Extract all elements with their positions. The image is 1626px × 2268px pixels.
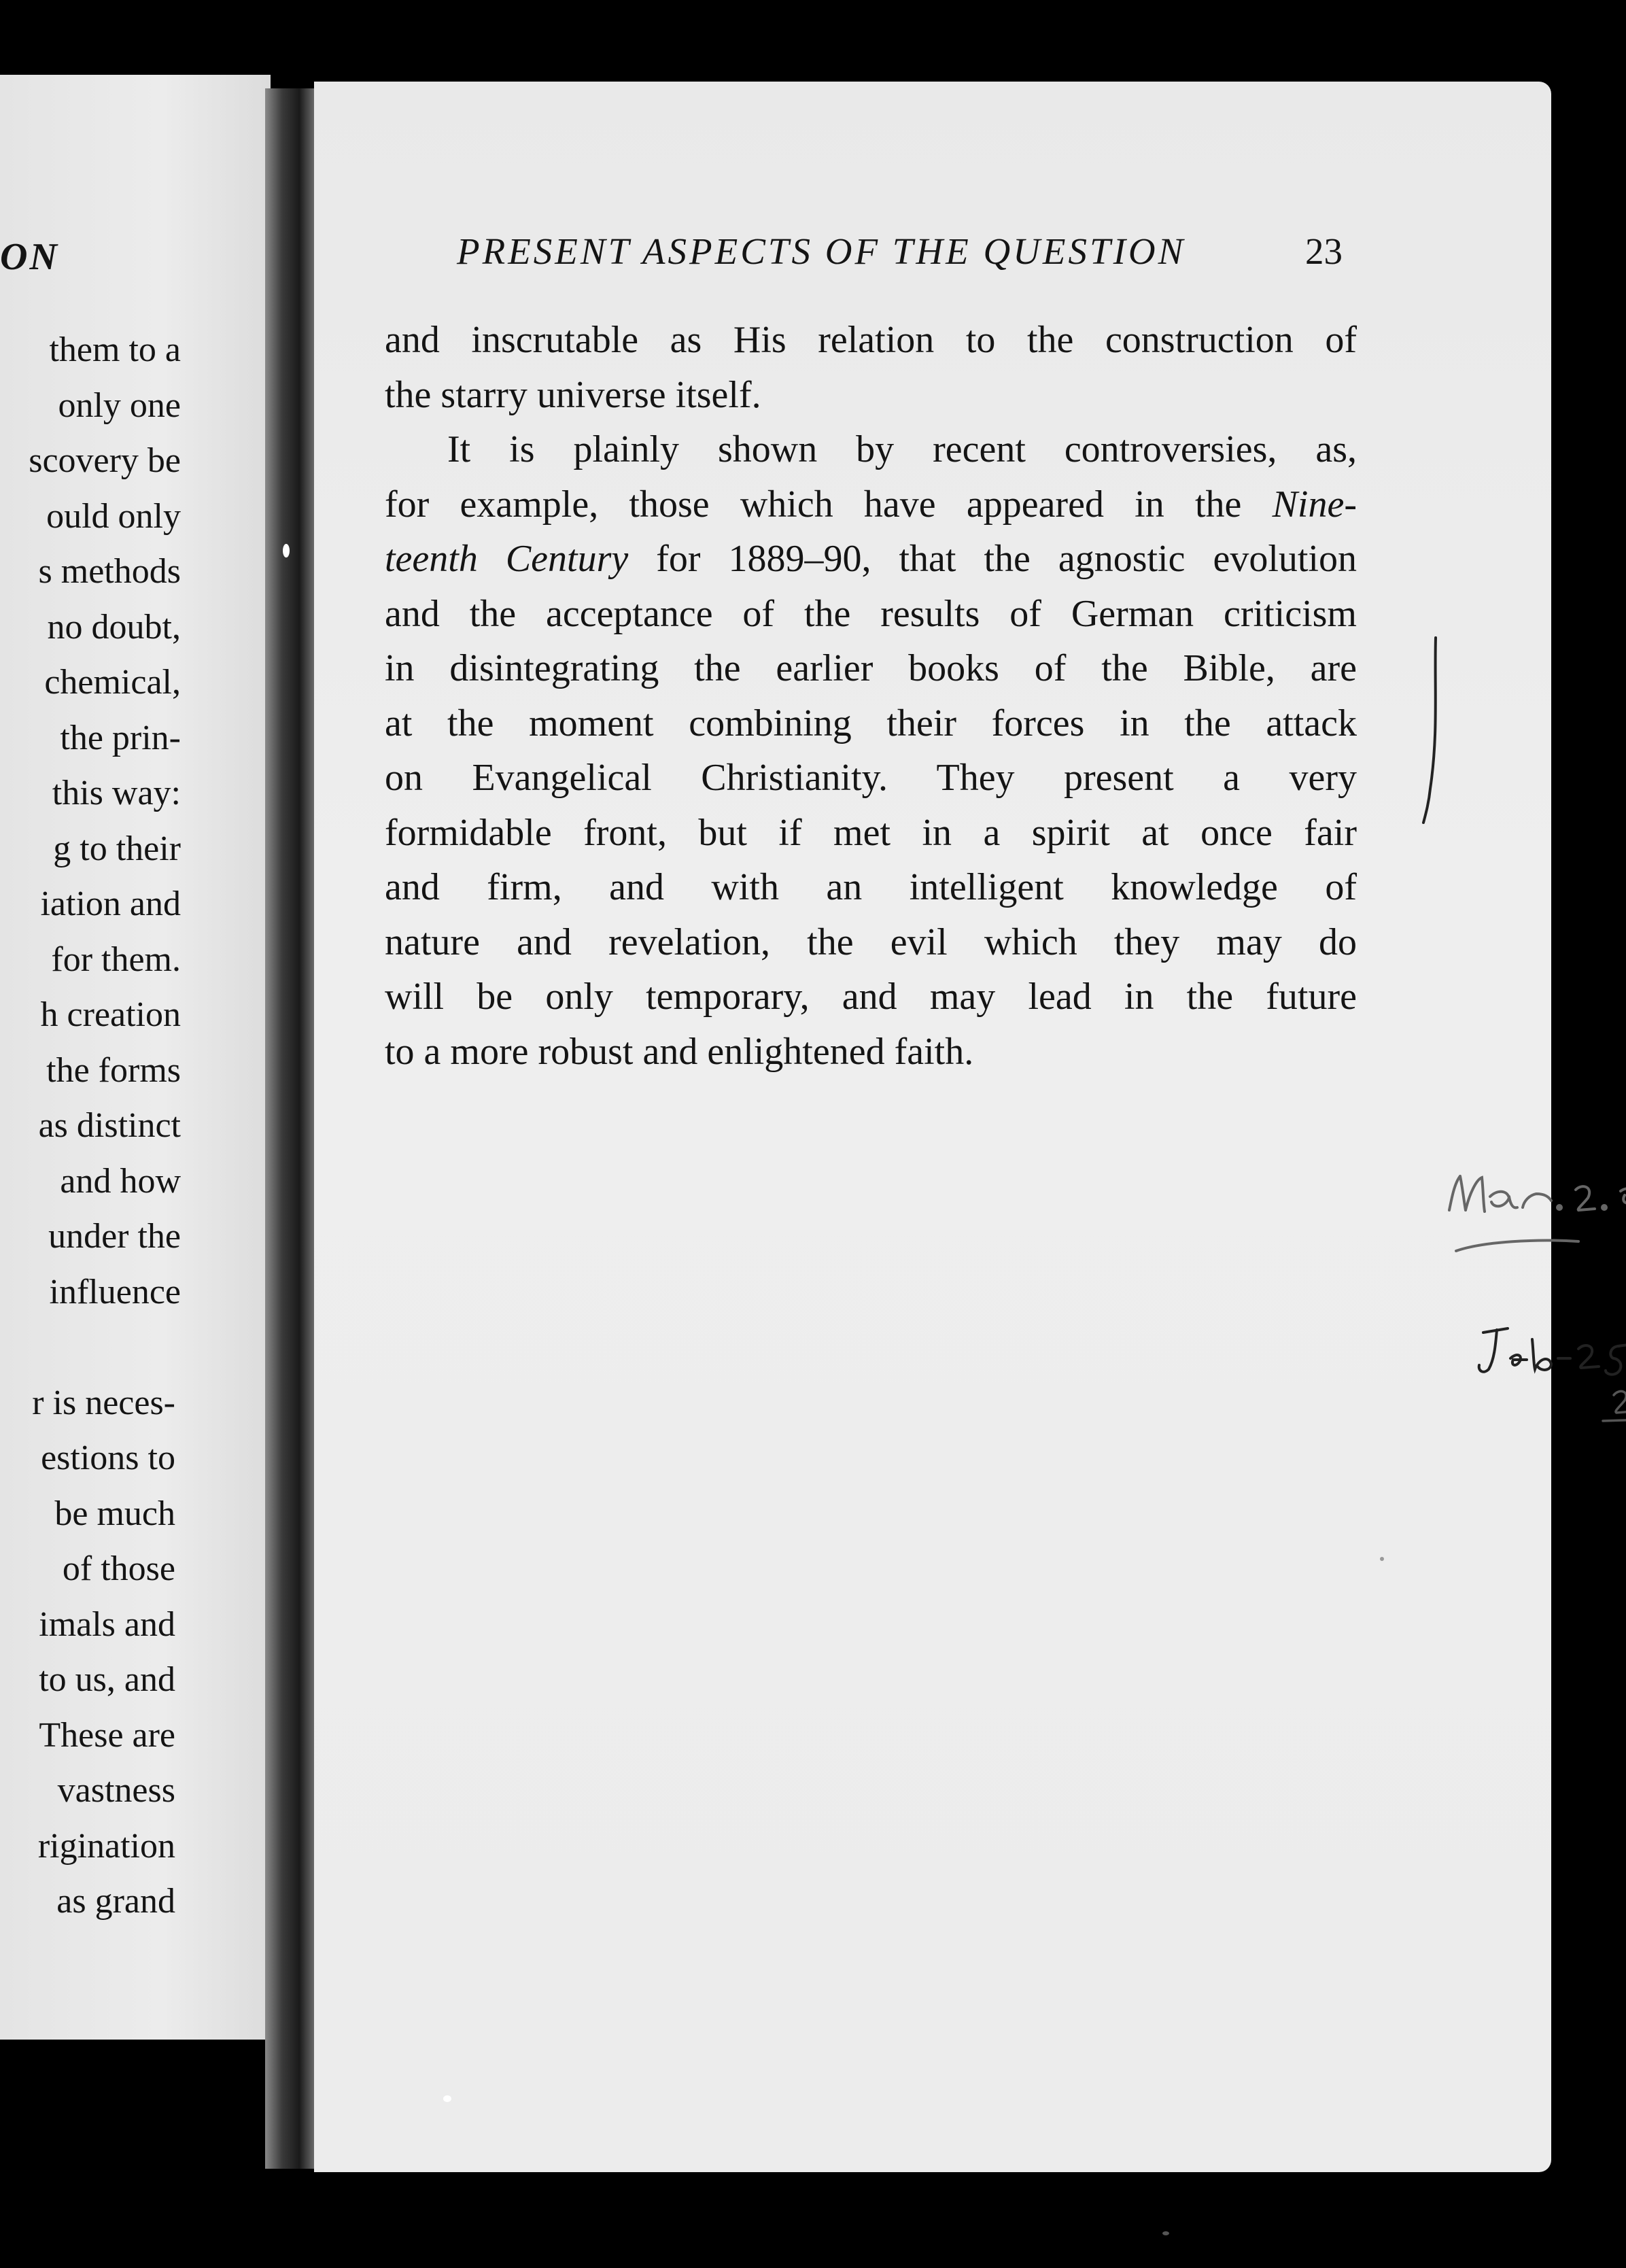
left-page-line: r is neces- — [32, 1383, 175, 1422]
left-page-line: as distinct — [38, 1106, 181, 1145]
left-page — [0, 75, 271, 2040]
left-page-line: h creation — [40, 995, 181, 1034]
handwritten-note-99 — [1603, 1390, 1626, 1424]
left-page-line: rigination — [37, 1826, 175, 1866]
text-run: for example, those which have appeared in the — [385, 483, 1273, 526]
text-line: nature and revelation, the evil which they may do — [385, 921, 1357, 963]
left-page-line: the prin- — [60, 718, 181, 757]
left-page-line: chemical, — [44, 663, 181, 702]
left-page-line: iation and — [40, 884, 181, 923]
scan-speck — [283, 544, 290, 557]
scan-speck — [1162, 2231, 1169, 2235]
left-page-line: and how — [60, 1161, 181, 1201]
text-line — [385, 477, 1357, 532]
page-number: 23 — [1305, 230, 1343, 272]
left-page-line: These are — [39, 1715, 175, 1755]
text-line: and firm, and with an intelligent knowledge of — [385, 866, 1357, 908]
text-line: to a more robust and enlightened faith. — [385, 1030, 974, 1073]
text-run: for 1889–90, that the agnostic evolution — [628, 538, 1357, 580]
book-gutter — [265, 88, 314, 2169]
text-line: It is plainly shown by recent controversies, as, — [447, 428, 1357, 470]
handwritten-note-feb-98 — [1479, 1326, 1626, 1377]
left-page-line: imals and — [39, 1604, 175, 1644]
scan-speck — [1380, 1557, 1384, 1561]
handwritten-note-mar-96 — [1449, 1164, 1626, 1251]
handwritten-dates — [1442, 1142, 1626, 1482]
left-page-line: the forms — [46, 1050, 181, 1090]
left-page-line: estions to — [41, 1439, 175, 1477]
left-page-line: vastness — [57, 1771, 175, 1810]
left-page-line: ould only — [46, 496, 181, 536]
text-line: in disintegrating the earlier books of the Bible, are — [385, 647, 1357, 689]
running-head: PRESENT ASPECTS OF THE QUESTION — [457, 230, 1186, 272]
left-page-line: be much — [54, 1494, 175, 1533]
left-page-line: scovery be — [29, 441, 181, 480]
left-page-line: them to a — [49, 330, 181, 369]
left-page-line: s methods — [38, 552, 181, 591]
left-page-line: as grand — [56, 1882, 175, 1921]
left-page-line: no doubt, — [47, 607, 181, 647]
text-line: formidable front, but if met in a spirit at once fair — [385, 811, 1357, 854]
text-line — [385, 532, 1357, 587]
text-line: at the moment combining their forces in the attack — [385, 702, 1357, 744]
body-text — [385, 313, 1357, 1079]
text-line: and the acceptance of the results of German criticism — [385, 592, 1357, 635]
left-page-line: influence — [49, 1272, 181, 1311]
text-line: and inscrutable as His relation to the construction of — [385, 319, 1357, 361]
scan-speck — [443, 2095, 451, 2102]
text-line: will be only temporary, and may lead in the future — [385, 976, 1357, 1018]
left-page-line: only one — [58, 385, 181, 425]
left-running-head-fragment: ON — [0, 236, 59, 278]
left-page-line: g to their — [53, 829, 181, 868]
left-page-line: to us, and — [39, 1660, 175, 1699]
left-page-line: for them. — [51, 940, 181, 979]
right-page — [314, 82, 1551, 2172]
left-page-line: of those — [62, 1549, 175, 1588]
margin-pencil-mark — [1415, 632, 1456, 836]
text-line: the starry universe itself. — [385, 373, 761, 416]
left-page-line: under the — [48, 1217, 181, 1256]
text-line: on Evangelical Christianity. They present a very — [385, 757, 1357, 799]
italic-title-run: teenth Century — [385, 538, 629, 580]
italic-title-run: Nine- — [1272, 483, 1357, 526]
left-page-line: this way: — [52, 774, 181, 812]
